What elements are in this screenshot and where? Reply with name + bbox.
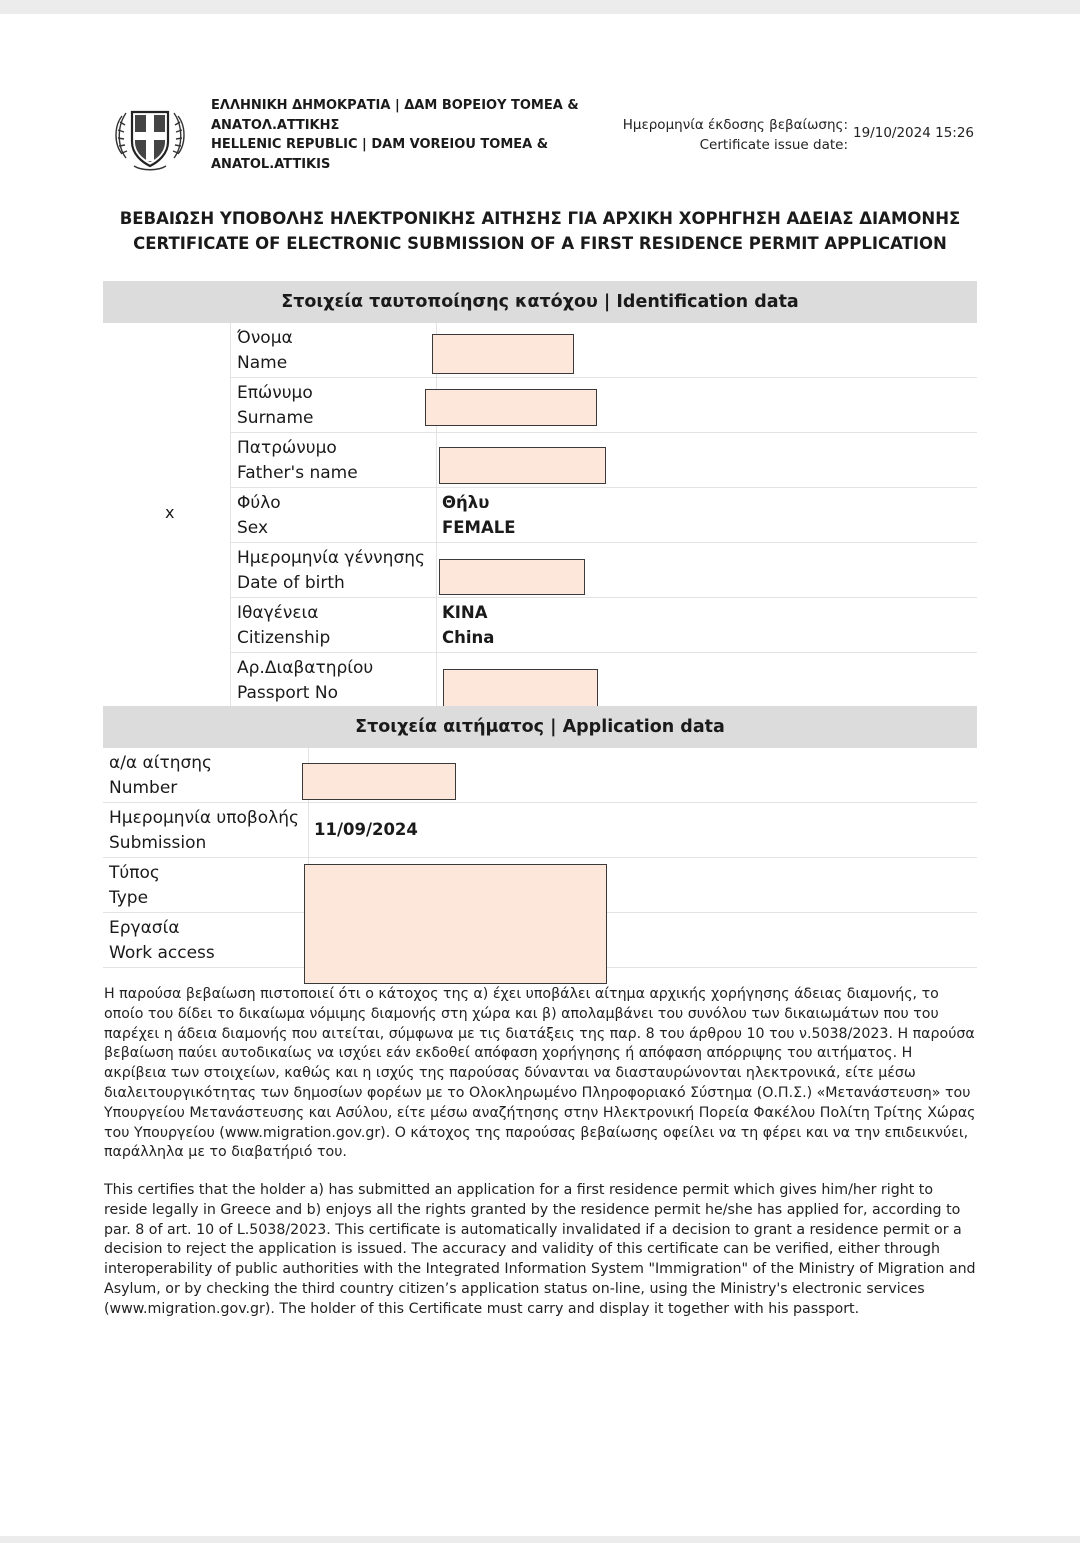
citizenship-value-el: ΚΙΝΑ [442,603,488,622]
redacted-type-and-work-access [304,864,607,984]
identification-table [103,281,977,707]
field-label-en: Father's name [237,462,358,483]
issue-date-labels [600,116,848,155]
field-label-en: Submission [109,832,207,853]
table-row [103,803,977,858]
legal-notice-en: This certifies that the holder a) has submitted an application for a first residence permit which gives him/her right to reside legally in Greece and b) enjoys all the rights granted by the residence permit he/she has applied for, according to par. 8 of art. 10 of L.5038/2023. This certificate is automatically invalidated if a decision to grant a residence permit or a decision to reject the application is issued. The accuracy and validity of this certificate can be verified, either through interoperability of public authorities with the Integrated Information System "Immigration" of the Ministry of Migration and Asylum, or by checking the third country citizen’s application status on-line, using the Ministry's electronic services (www.migration.gov.gr). The holder of this Certificate must carry and display it together with his passport. [104,1182,976,1317]
field-label-el: Όνομα [237,328,293,348]
submission-date-value: 11/09/2024 [314,820,418,839]
authority-line: ΕΛΛΗΝΙΚΗ ΔΗΜΟΚΡΑΤΙΑ | ΔΑΜ ΒΟΡΕΙΟΥ ΤΟΜΕΑ & [211,98,579,113]
identification-heading: Στοιχεία ταυτοποίησης κατόχου | Identification data [103,281,977,323]
authority-line: HELLENIC REPUBLIC | DAM VOREIOU TOMEA & [211,137,549,153]
issue-date-label-el: Ημερομηνία έκδοσης βεβαίωσης: [622,117,848,133]
table-row [231,543,977,598]
table-row [231,433,977,488]
field-label-el: Φύλο [237,493,281,513]
issue-date-value: 19/10/2024 15:26 [853,125,975,141]
issue-date-label-en: Certificate issue date: [699,136,848,153]
application-table [103,706,977,968]
document-title [104,206,976,256]
field-label-en: Surname [237,407,314,428]
table-row [231,323,977,378]
field-label-en: Number [109,777,178,798]
table-row [231,653,977,707]
field-label-el: Ιθαγένεια [237,603,319,623]
title-el: ΒΕΒΑΙΩΣΗ ΥΠΟΒΟΛΗΣ ΗΛΕΚΤΡΟΝΙΚΗΣ ΑΙΤΗΣΗΣ ΓΙΑ ΑΡΧΙΚΗ ΧΟΡΗΓΗΣΗ ΑΔΕΙΑΣ ΔΙΑΜΟΝΗΣ [119,209,961,228]
field-label-en: Type [109,887,149,908]
bottom-border [0,1536,1080,1543]
application-heading: Στοιχεία αιτήματος | Application data [103,706,977,748]
field-label-el: Ημερομηνία υποβολής [109,808,299,828]
field-label-el: Ημερομηνία γέννησης [237,548,425,568]
field-label-el: Αρ.Διαβατηρίου [237,658,374,678]
issuing-authority [211,96,601,174]
redacted-date-of-birth [439,559,585,595]
greek-coat-of-arms-emblem [112,100,188,176]
table-row [103,748,977,803]
field-label-el: Πατρώνυμο [237,438,337,458]
legal-notice-el: Η παρούσα βεβαίωση πιστοποιεί ότι ο κάτοχος της α) έχει υποβάλει αίτημα αρχικής χορήγησης άδειας διαμονής, το οποίο του δίδει το δικαίωμα νόμιμης διαμονής στη χώρα και β) απολαμβάνει του συνόλου των δικαιωμάτων που του παρέχει η άδεια διαμονής που αιτείται, σύμφωνα με τις διατάξεις της παρ. 8 του άρθρου 10 του ν.5038/2023. Η παρούσα βεβαίωση παύει αυτοδικαίως να ισχύει εάν εκδοθεί απόφαση χορήγησης ή απόφαση απόρριψης του αιτήματος. Η ακρίβεια των στοιχείων, καθώς και η ισχύς της παρούσας δύνανται να διασταυρώνονται ηλεκτρονικά, είτε μέσω διαλειτουργικότητας των δημοσίων φορέων με το Ολοκληρωμένο Πληροφοριακό Σύστημα (Ο.Π.Σ.) «Μετανάστευση» του Υπουργείου Μετανάστευσης και Ασύλου, είτε μέσω αναζήτησης στην Ηλεκτρονική Πορεία Φακέλου Πολίτη Τρίτης Χώρας του Υπουργείου (www.migration.gov.gr). Ο κάτοχος της παρούσας βεβαίωσης οφείλει να τη φέρει και να την επιδεικνύει, παράλληλα με το διαβατήριό του. [104,986,976,1161]
application-body [103,748,977,968]
field-label-en: Date of birth [237,572,345,593]
citizenship-value-en: China [442,627,495,647]
table-row [231,378,977,433]
sex-value-en: FEMALE [442,517,516,537]
field-label-en: Citizenship [237,627,331,648]
table-row [231,488,977,543]
field-label-el: α/α αίτησης [109,753,213,773]
redacted-surname [425,389,597,426]
field-label-el: Τύπος [109,863,160,883]
table-row [231,598,977,653]
top-border [0,0,1080,14]
redacted-name [432,334,574,374]
field-label-en: Name [237,352,288,373]
sex-value-el: Θήλυ [442,493,490,512]
field-label-el: Επώνυμο [237,383,313,403]
field-label-en: Sex [237,517,269,538]
authority-line: ANATOL.ATTIKIS [211,156,331,172]
field-label-el: Εργασία [109,918,180,938]
identification-body [103,323,977,707]
title-en: CERTIFICATE OF ELECTRONIC SUBMISSION OF A FIRST RESIDENCE PERMIT APPLICATION [133,234,947,253]
field-label-en: Work access [109,942,215,963]
authority-line: ΑΝΑΤΟΛ.ΑΤΤΙΚΗΣ [211,117,340,133]
photo-placeholder: x [165,503,175,522]
redacted-application-number [302,763,456,800]
field-label-en: Passport No [237,682,338,703]
redacted-fathers-name [439,447,606,484]
